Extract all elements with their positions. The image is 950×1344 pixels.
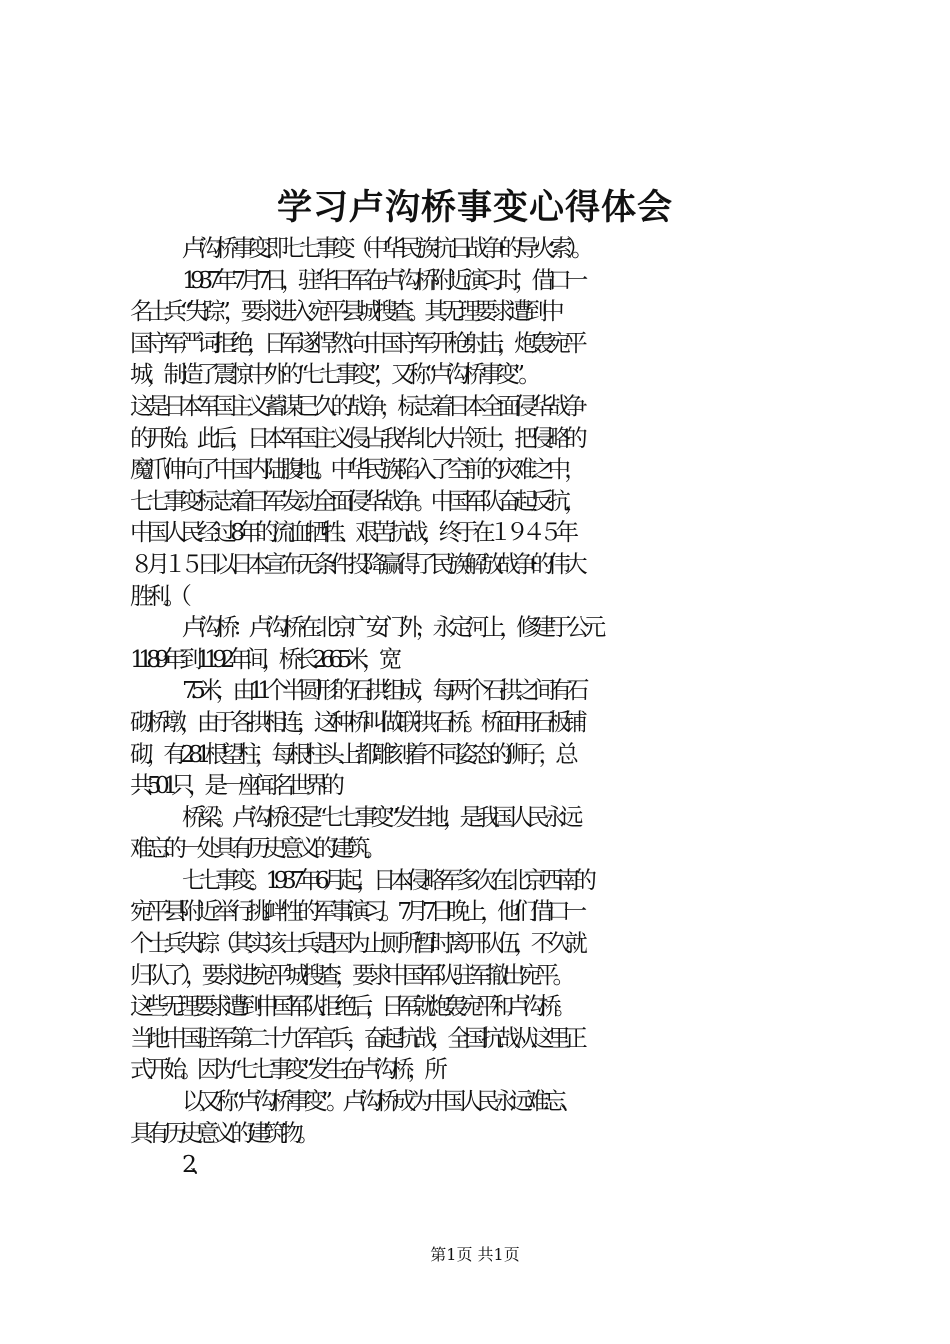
document-title: 学习卢沟桥事变心得体会 (276, 187, 673, 228)
text-line: 以又称“卢沟桥事变”。卢沟桥成为中国人民永远难忘、 (182, 1087, 577, 1116)
text-line: 2、 (182, 1150, 207, 1179)
text-line: 难忘的一处具有历史意义的建筑。 (130, 834, 381, 863)
text-line: ８月１５日以日本宣布无条件投降赢得了民族解放战争的伟大 (130, 549, 581, 578)
text-line: 共501只，是一座闻名世界的 (130, 771, 339, 800)
text-line: 1937年7月7日，驻华日军在卢沟桥附近演习时，借口一 (182, 265, 582, 294)
page-number-footer: 第1页 共1页 (430, 1245, 520, 1264)
document-body (130, 233, 830, 1181)
text-line: 个士兵失踪（其实该士兵是因为上厕所暂时离开队伍，不久就 (130, 929, 581, 958)
text-line: 砌桥墩，由于各拱相连，这种桥叫做联拱石桥。桥面用石板铺 (130, 707, 581, 736)
text-line: 这些无理要求遭到中国军队拒绝后，日军就炮轰宛平和卢沟桥。 (130, 992, 570, 1021)
text-line: 的开始。此后，日本军国主义侵占我华北大片领土，把侵略的 (130, 423, 581, 452)
text-line: 卢沟桥：卢沟桥在北京广安门外，永定河上，修建于公元 (182, 613, 600, 642)
text-line: 胜利。（ (130, 581, 186, 610)
text-line: 式开始。因为“七七事变”发生在卢沟桥，所 (130, 1055, 442, 1084)
text-line: 魔爪伸向了中国内陆腹地。中华民族陷入了空前的灾难之中， (130, 455, 581, 484)
text-line: 国守军严词拒绝，日军遂悍然向中国守军开枪射击，炮轰宛平 (130, 328, 581, 357)
text-line: 卢沟桥事变即七七事变（中华民族抗日战争的导火索）。 (182, 234, 588, 262)
text-line: 砌，有281根望柱，每根柱头上都雕刻着不同姿态的狮子，总 (130, 739, 572, 768)
text-line: 宛平县附近举行挑衅性的军事演习。7月7日晚上，他们借口一 (130, 897, 581, 926)
text-line: 桥梁。卢沟桥还是“七七事变”发生地，是我国人民永远 (182, 802, 577, 831)
text-line: 归队了），要求进宛平城搜查，要求中国军队驻军撤出宛平。 (130, 960, 570, 989)
text-line: 当地中国驻军第二十九军官兵，奋起抗战，全国抗战从这里正 (130, 1023, 581, 1052)
text-line: 具有历史意义的建筑物。 (130, 1118, 314, 1147)
text-line: 城，制造了震惊中外的“七七事变”，又称“卢沟桥事变”。 (130, 360, 535, 389)
text-line: 名士兵“失踪”，要求进入宛平县城搜查。其无理要求遭到中 (130, 297, 558, 326)
text-line: 七七事变标志着日军发动全面侵华战争。中国军队奋起反抗， (130, 486, 581, 515)
text-line: 1189年到1192年间，桥长266.5米，宽 (130, 644, 396, 673)
text-line: 这是日本军国主义蓄谋已久的战争，标志着日本全面侵华战争 (130, 391, 581, 420)
text-line: 中国人民经过8年的流血牺牲、艰苦抗战，终于在１９４５年 (130, 518, 573, 547)
text-line: 7.5米，由11个半圆形的石拱组成，每两个石拱之间有石 (182, 676, 583, 705)
text-line: 七七事变。1937年6月起，日本侵略军多次在北京西南的 (182, 865, 591, 894)
